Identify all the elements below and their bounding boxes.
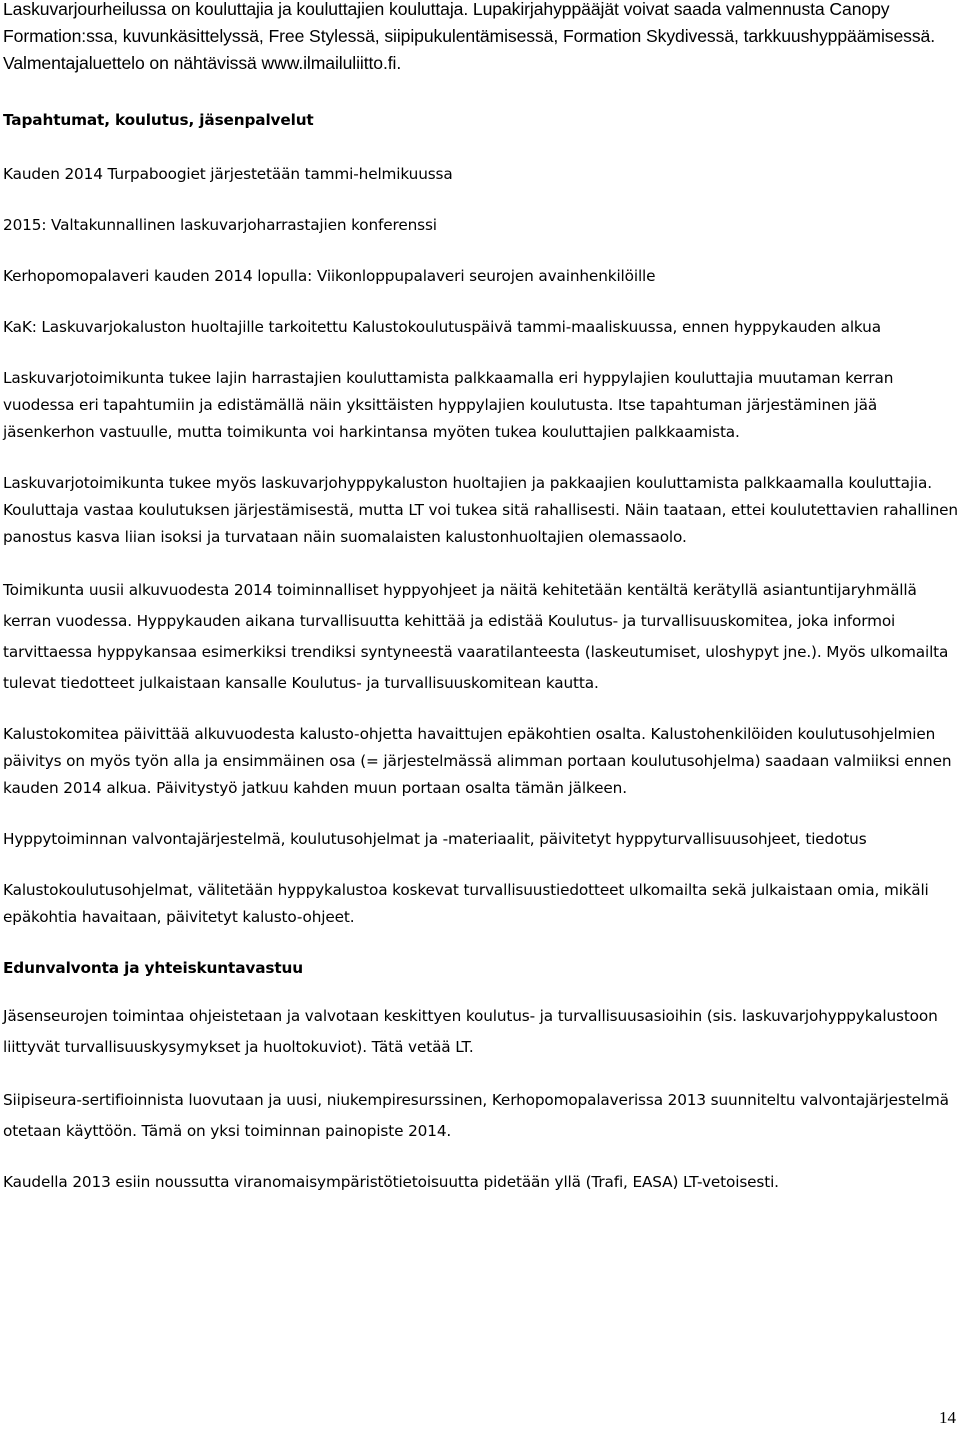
paragraph-equipment-programs: Kalustokoulutusohjelmat, välitetään hyppykalustoa koskevat turvallisuustiedotteet ulkomailta sekä julkaistaan omia, mikäli epäkohtia havaitaan, päivitetyt kalusto-ohjeet.	[3, 881, 929, 926]
paragraph-authorities: Kaudella 2013 esiin noussutta viranomaisympäristötietoisuutta pidetään yllä (Trafi, EASA) LT-vetoisesti.	[3, 1173, 779, 1191]
paragraph-club-supervision: Jäsenseurojen toimintaa ohjeistetaan ja valvotaan keskittyen koulutus- ja turvallisuusasioihin (sis. laskuvarjohyppykalustoon liittyvät turvallisuuskysymykset ja huoltokuviot). Tätä vetää LT.	[3, 1007, 938, 1056]
paragraph-conference: 2015: Valtakunnallinen laskuvarjoharrastajien konferenssi	[3, 216, 437, 234]
paragraph-supervision-system: Hyppytoiminnan valvontajärjestelmä, koulutusohjelmat ja -materiaalit, päivitetyt hyppyturvallisuusohjeet, tiedotus	[3, 830, 867, 848]
paragraph-jump-rules: Toimikunta uusii alkuvuodesta 2014 toiminnalliset hyppyohjeet ja näitä kehitetään kentältä kerätyllä asiantuntijaryhmällä kerran vuodessa. Hyppykauden aikana turvallisuutta kehittää ja edistää Koulutus- ja turvallisuuskomitea, joka informoi tarvittaessa hyppykansaa esimerkiksi trendiksi syntyneestä vaaratilanteesta (laskeutumiset, uloshypyt jne.). Myös ulkomailta tulevat tiedotteet julkaistaan kansalle Koulutus- ja turvallisuuskomitean kautta.	[3, 581, 949, 692]
section-heading-advocacy: Edunvalvonta ja yhteiskuntavastuu	[3, 959, 303, 977]
intro-paragraph: Laskuvarjourheilussa on kouluttajia ja kouluttajien kouluttaja. Lupakirjahyppääjät voivat saada valmennusta Canopy Formation:ssa, kuvunkäsittelyssä, Free Stylessä, siipipukulentämisessä, Formation Skydivessä, tarkkuushyppäämisessä. Valmentajaluettelo on nähtävissä www.ilmailuliitto.fi.	[3, 0, 936, 73]
paragraph-equipment-committee: Kalustokomitea päivittää alkuvuodesta kalusto-ohjetta havaittujen epäkohtien osalta. Kalustohenkilöiden koulutusohjelmien päivitys on myös työn alla ja ensimmäinen osa (= järjestelmässä alimman portaan koulutusohjelma) saadaan valmiiksi ennen kauden 2014 alkua. Päivitystyö jatkuu kahden muun portaan osalta tämän jälkeen.	[3, 725, 952, 797]
document-body	[3, 107, 958, 1220]
section-heading-events-training: Tapahtumat, koulutus, jäsenpalvelut	[3, 111, 314, 129]
paragraph-equipment-training: Laskuvarjotoimikunta tukee myös laskuvarjohyppykaluston huoltajien ja pakkaajien kouluttamista palkkaamalla kouluttajia. Kouluttaja vastaa koulutuksen järjestämisestä, mutta LT voi tukea sitä rahallisesti. Näin taataan, ettei koulutettavien rahallinen panostus kasva liian isoksi ja turvataan näin suomalaisten kalustonhuoltajien olemassaolo.	[3, 474, 958, 546]
paragraph-siipiseura: Siipiseura-sertifioinnista luovutaan ja uusi, niukempiresurssinen, Kerhopomopalaverissa 2013 suunniteltu valvontajärjestelmä otetaan käyttöön. Tämä on yksi toiminnan painopiste 2014.	[3, 1091, 949, 1140]
paragraph-kerhopomopalaveri: Kerhopomopalaveri kauden 2014 lopulla: Viikonloppupalaveri seurojen avainhenkilöille	[3, 267, 656, 285]
paragraph-instructor-support: Laskuvarjotoimikunta tukee lajin harrastajien kouluttamista palkkaamalla eri hyppylajien kouluttajia muutaman kerran vuodessa eri tapahtumiin ja edistämällä näin yksittäisten hyppylajien koulutusta. Itse tapahtuman järjestäminen jää jäsenkerhon vastuulle, mutta toimikunta voi harkintansa myöten tukea kouluttajien palkkaamista.	[3, 369, 894, 441]
paragraph-turpaboogiet: Kauden 2014 Turpaboogiet järjestetään tammi-helmikuussa	[3, 165, 453, 183]
paragraph-kak: KaK: Laskuvarjokaluston huoltajille tarkoitettu Kalustokoulutuspäivä tammi-maaliskuussa, ennen hyppykauden alkua	[3, 318, 881, 336]
page-number: 14	[939, 1408, 956, 1427]
